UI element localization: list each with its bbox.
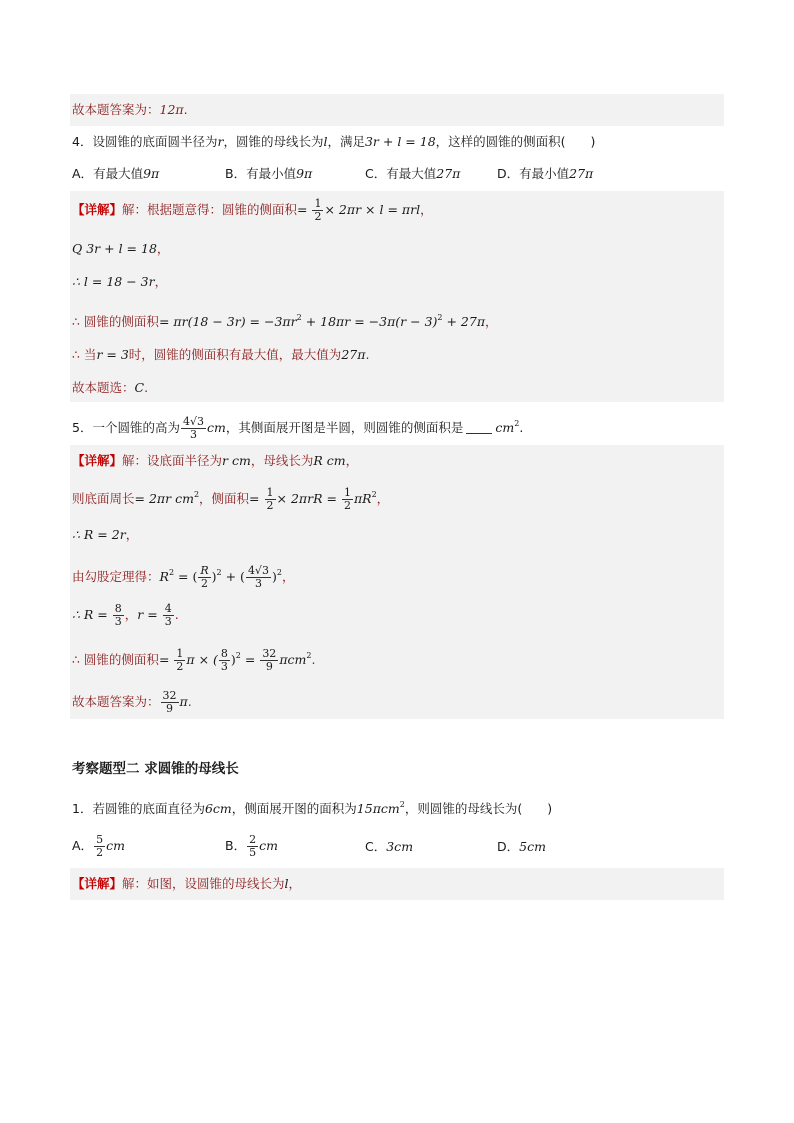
fraction bbox=[163, 603, 174, 628]
frac-num: 32 bbox=[162, 689, 177, 702]
unit: cm bbox=[495, 420, 515, 435]
option-value: 5cm bbox=[519, 839, 546, 854]
frac-den: 9 bbox=[166, 702, 174, 715]
sol-math: π × ( bbox=[186, 652, 218, 667]
frac-num: 5 bbox=[96, 833, 104, 846]
sol-math: R bbox=[159, 569, 169, 584]
q4-option-c[interactable] bbox=[365, 165, 460, 183]
sup: 2 bbox=[306, 651, 312, 660]
sol-end: ， bbox=[281, 569, 295, 584]
fraction bbox=[161, 690, 179, 715]
sol-text: ，母线长为 bbox=[250, 453, 314, 468]
q4-stem-b: ，圆锥的母线长为 bbox=[223, 134, 324, 149]
sol-eq: + ( bbox=[221, 569, 245, 584]
sol-math: r = bbox=[137, 607, 162, 622]
sol-text: 由勾股定理得： bbox=[72, 569, 160, 584]
fraction bbox=[260, 648, 278, 673]
sol-eq: = bbox=[240, 652, 260, 667]
option-text: 有最小值 bbox=[246, 166, 297, 181]
sol-text: 则底面周长 bbox=[72, 491, 135, 506]
sol-math: πR bbox=[353, 491, 372, 506]
sol-end: . bbox=[144, 380, 149, 395]
sol-text: 故本题选： bbox=[72, 380, 135, 395]
q1-option-b[interactable] bbox=[225, 834, 278, 859]
fraction bbox=[219, 648, 230, 673]
q4-solution-line-2 bbox=[72, 240, 169, 258]
option-value: 9π bbox=[143, 166, 160, 181]
sol-math: 27π bbox=[341, 347, 366, 362]
sol-eq: = bbox=[158, 652, 174, 667]
frac-den: 2 bbox=[96, 846, 104, 859]
sol-end: . bbox=[365, 347, 370, 362]
q4-solution-line-6 bbox=[72, 379, 148, 397]
q4-stem-d: ，这样的圆锥的侧面积( ) bbox=[435, 134, 596, 149]
option-letter: B． bbox=[225, 838, 247, 853]
option-text: 有最大值 bbox=[386, 166, 437, 181]
sol-text: ，侧面积 bbox=[199, 491, 250, 506]
sol-end: ， bbox=[376, 491, 390, 506]
sol-end: ， bbox=[345, 453, 359, 468]
q5-solution-line-6 bbox=[72, 647, 315, 673]
option-letter: B． bbox=[225, 166, 247, 181]
sup: 2 bbox=[168, 568, 175, 577]
q1-option-a[interactable] bbox=[72, 834, 125, 859]
sol-math: R cm bbox=[313, 453, 346, 468]
q5-solution-line-1 bbox=[72, 452, 358, 470]
q1-number: 1． bbox=[72, 801, 93, 816]
option-letter: A． bbox=[72, 166, 94, 181]
unit: cm bbox=[106, 838, 125, 853]
q4-stem-c: ，满足 bbox=[327, 134, 365, 149]
sup: 2 bbox=[371, 490, 377, 499]
sol-end: ， bbox=[288, 876, 302, 891]
frac-num: 1 bbox=[266, 486, 274, 499]
sol-end: ， bbox=[420, 202, 433, 217]
frac-den: 3 bbox=[254, 577, 262, 590]
sol-math: ∴ l = 18 − 3r bbox=[72, 274, 155, 289]
frac-num: 4√3 bbox=[182, 415, 204, 428]
sol-text: 故本题答案为： bbox=[72, 694, 160, 709]
option-letter: D． bbox=[497, 839, 520, 854]
sup: 2 bbox=[276, 568, 282, 577]
fraction bbox=[113, 603, 124, 628]
sol-eq: = bbox=[249, 491, 264, 506]
sol-end: . bbox=[174, 607, 179, 622]
sol-end: ， bbox=[485, 314, 498, 329]
sol-eq: = ( bbox=[174, 569, 198, 584]
frac-num: 1 bbox=[176, 647, 184, 660]
q5-solution-line-5 bbox=[72, 603, 179, 628]
q5-solution-line-4 bbox=[72, 564, 294, 590]
sol-end: ， bbox=[154, 274, 168, 289]
fraction bbox=[265, 487, 276, 512]
sol-eq: ) bbox=[271, 569, 277, 584]
sol-text: ∴ 圆锥的侧面积 bbox=[72, 314, 159, 329]
sol-sep: ， bbox=[124, 607, 138, 622]
frac-den: 3 bbox=[164, 615, 172, 628]
sup: 2 bbox=[216, 568, 222, 577]
sup: 2 bbox=[193, 490, 200, 499]
frac-den: 2 bbox=[176, 660, 184, 673]
q4-solution-line-4 bbox=[72, 309, 498, 331]
q5-solution-line-7 bbox=[72, 690, 192, 715]
sol-math: π bbox=[179, 694, 188, 709]
frac-num: 8 bbox=[114, 602, 122, 615]
sol-eq: = bbox=[297, 202, 312, 217]
frac-den: 2 bbox=[314, 210, 322, 223]
q4-condition: 3r + l = 18 bbox=[364, 134, 436, 149]
sol-text: ∴ 当 bbox=[72, 347, 97, 362]
q5-stem-c: ，其侧面展开图是半圆，则圆锥的侧面积是 bbox=[225, 420, 464, 435]
q1-stem-a: 若圆锥的底面直径为 bbox=[92, 801, 205, 816]
sol-math: r cm bbox=[222, 453, 251, 468]
answer-blank[interactable] bbox=[466, 433, 492, 434]
option-letter: D． bbox=[497, 166, 520, 181]
sol-end: . bbox=[311, 652, 316, 667]
q1-stem-b: 6cm bbox=[204, 801, 232, 816]
q5-solution-line-2 bbox=[72, 486, 389, 512]
fraction bbox=[247, 834, 258, 859]
sol-math: = 2πr cm bbox=[134, 491, 194, 506]
unit: cm bbox=[206, 420, 226, 435]
sol-eq: ) bbox=[211, 569, 217, 584]
sol-math: l bbox=[284, 876, 289, 891]
q1-option-c[interactable] bbox=[365, 838, 413, 856]
sol-math: ∴ R = 2r bbox=[72, 527, 126, 542]
q4-solution-line-5 bbox=[72, 346, 369, 364]
sol-text: 解：设底面半径为 bbox=[122, 453, 223, 468]
option-text: 有最小值 bbox=[519, 166, 570, 181]
sup: 2 bbox=[296, 313, 302, 322]
sol-math: × 2πr × l = πrl bbox=[324, 202, 421, 217]
frac-den: 2 bbox=[266, 499, 274, 512]
q1-stem-d: 15πcm bbox=[356, 801, 400, 816]
sol-text: 时，圆锥的侧面积有最大值，最大值为 bbox=[128, 347, 342, 362]
option-value: 3cm bbox=[386, 839, 414, 854]
section-heading: 考察题型二 求圆锥的母线长 bbox=[72, 761, 239, 777]
sol-math: ∴ R = bbox=[72, 607, 112, 622]
q5-number: 5． bbox=[72, 420, 93, 435]
sol-text: 解：根据题意得：圆锥的侧面积 bbox=[122, 202, 298, 217]
q1-solution-line-1 bbox=[72, 875, 301, 893]
fraction bbox=[198, 565, 210, 590]
sup: 2 bbox=[235, 651, 241, 660]
frac-den: 3 bbox=[220, 660, 228, 673]
q4-stem-a: 设圆锥的底面圆半径为 bbox=[92, 134, 218, 149]
q4-solution-line-1 bbox=[72, 198, 433, 223]
sol-math: × 2πrR = bbox=[276, 491, 341, 506]
frac-num: 32 bbox=[262, 647, 277, 660]
sol-math: = πr(18 − 3r) = −3πr bbox=[158, 314, 297, 329]
sol-eq: ) bbox=[230, 652, 236, 667]
frac-den: 3 bbox=[189, 428, 197, 441]
frac-num: 8 bbox=[220, 647, 228, 660]
frac-num: 4√3 bbox=[247, 564, 269, 577]
q1-stem-e: ，则圆锥的母线长为( ) bbox=[404, 801, 553, 816]
sol-math: + 18πr = −3π(r − 3) bbox=[301, 314, 438, 329]
sol-end: ， bbox=[125, 527, 139, 542]
q4-number: 4． bbox=[72, 134, 93, 149]
previous-answer-line bbox=[72, 101, 188, 119]
frac-num: R bbox=[200, 564, 209, 577]
answer-value: 12π bbox=[159, 102, 184, 117]
solution-tag: 【详解】 bbox=[72, 453, 123, 468]
q5-stem bbox=[72, 415, 523, 441]
fraction bbox=[246, 565, 271, 590]
option-value: 9π bbox=[296, 166, 313, 181]
option-value: 27π bbox=[569, 166, 594, 181]
solution-tag: 【详解】 bbox=[72, 876, 123, 891]
sol-math: r = 3 bbox=[96, 347, 129, 362]
option-letter: C． bbox=[365, 166, 387, 181]
option-letter: A． bbox=[72, 838, 94, 853]
frac-den: 2 bbox=[200, 577, 208, 590]
sol-math: C bbox=[134, 380, 145, 395]
q4-option-a[interactable] bbox=[72, 165, 159, 183]
sup: 2 bbox=[399, 800, 405, 809]
q5-stem-a: 一个圆锥的高为 bbox=[92, 420, 180, 435]
frac-num: 1 bbox=[314, 197, 322, 210]
solution-tag: 【详解】 bbox=[72, 202, 123, 217]
answer-end: . bbox=[183, 102, 188, 117]
q4-option-b[interactable] bbox=[225, 165, 312, 183]
frac-num: 4 bbox=[164, 602, 172, 615]
frac-den: 9 bbox=[265, 660, 273, 673]
frac-den: 5 bbox=[249, 846, 257, 859]
frac-den: 2 bbox=[343, 499, 351, 512]
fraction bbox=[312, 198, 323, 223]
unit: cm bbox=[259, 838, 278, 853]
q4-stem bbox=[72, 133, 595, 151]
q5-solution-line-3 bbox=[72, 526, 138, 544]
fraction bbox=[174, 648, 185, 673]
sol-math: Q 3r + l = 18 bbox=[72, 241, 157, 256]
q5-stem-e: . bbox=[519, 420, 524, 435]
answer-prefix: 故本题答案为： bbox=[72, 102, 160, 117]
option-text: 有最大值 bbox=[93, 166, 144, 181]
q1-option-d[interactable] bbox=[497, 838, 546, 856]
sol-end: ， bbox=[156, 241, 170, 256]
option-value: 27π bbox=[436, 166, 461, 181]
fraction bbox=[181, 416, 206, 441]
frac-num: 2 bbox=[249, 833, 257, 846]
q4-var-l: l bbox=[323, 134, 328, 149]
frac-den: 3 bbox=[114, 615, 122, 628]
q4-var-r: r bbox=[217, 134, 224, 149]
sol-math: πcm bbox=[279, 652, 307, 667]
sol-text: 解：如图，设圆锥的母线长为 bbox=[122, 876, 285, 891]
sup: 2 bbox=[437, 313, 443, 322]
frac-num: 1 bbox=[343, 486, 351, 499]
fraction bbox=[342, 487, 353, 512]
sol-math: + 27π bbox=[442, 314, 486, 329]
option-letter: C． bbox=[365, 839, 387, 854]
sup: 2 bbox=[514, 419, 520, 428]
sol-end: . bbox=[187, 694, 192, 709]
sol-text: ∴ 圆锥的侧面积 bbox=[72, 652, 159, 667]
q1-stem bbox=[72, 796, 552, 818]
q4-solution-line-3 bbox=[72, 273, 167, 291]
q4-option-d[interactable] bbox=[497, 165, 593, 183]
fraction bbox=[94, 834, 105, 859]
q1-stem-c: ，侧面展开图的面积为 bbox=[231, 801, 357, 816]
